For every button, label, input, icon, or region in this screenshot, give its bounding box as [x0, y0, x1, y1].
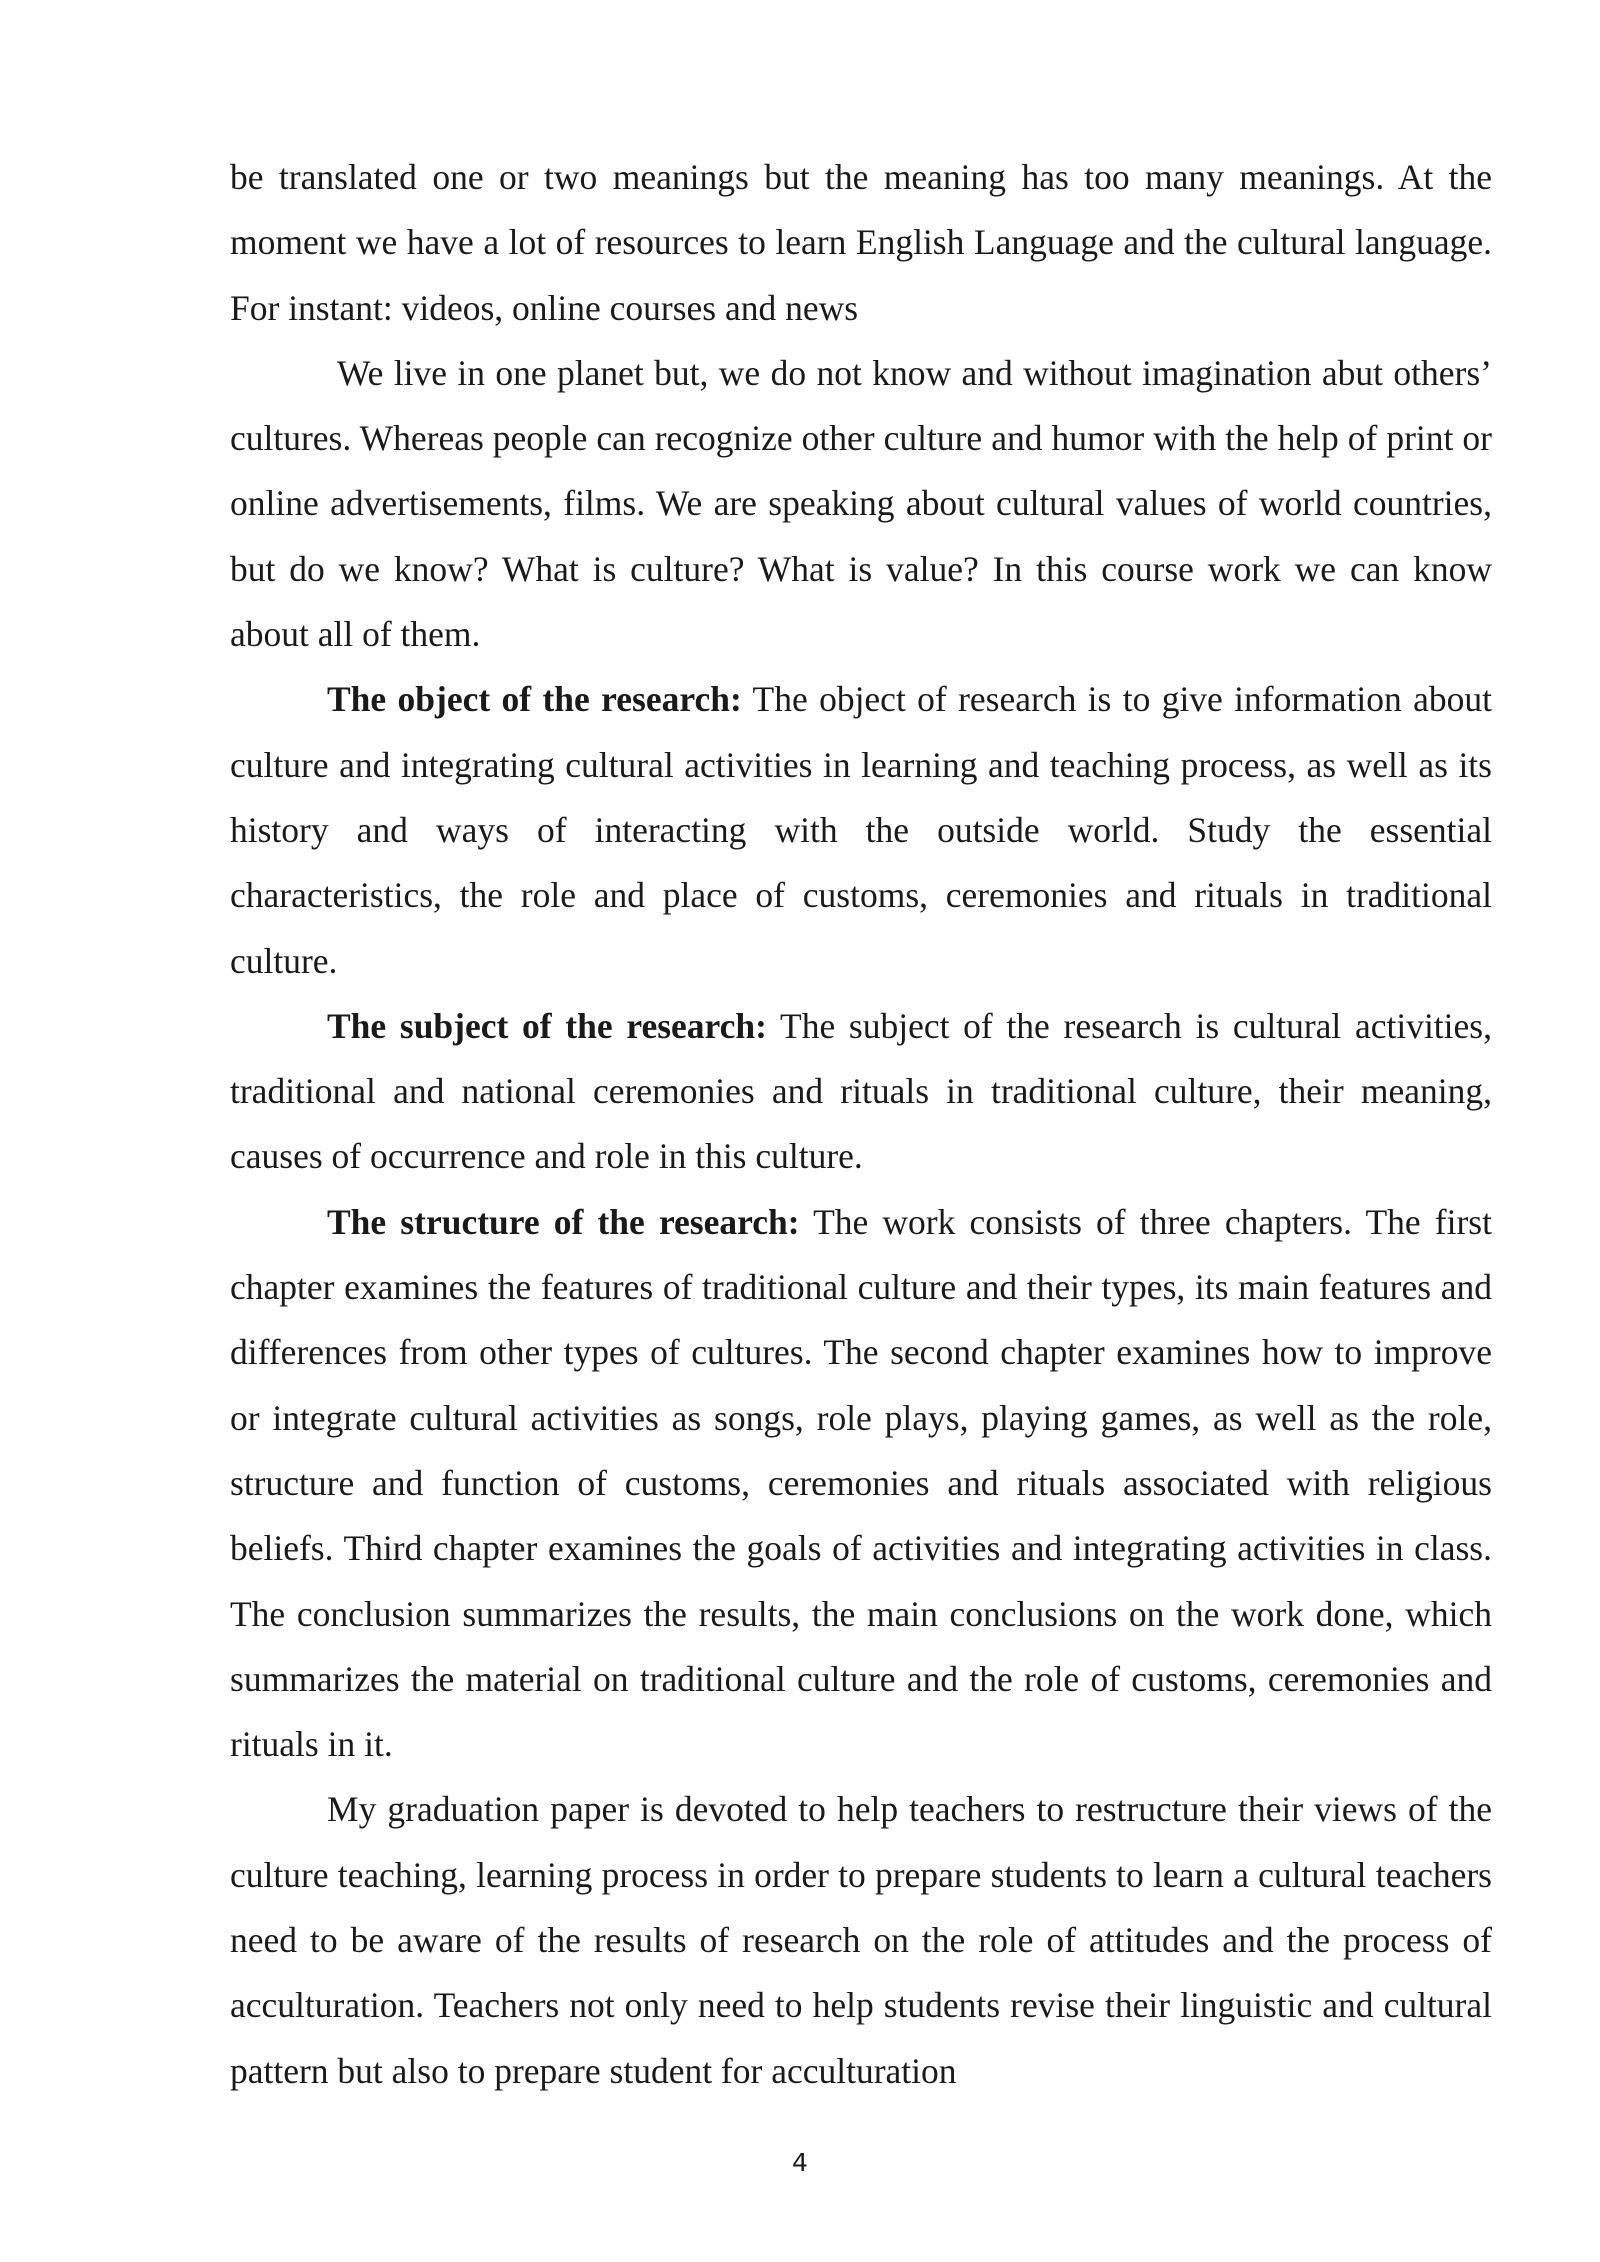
paragraph-cultures: [230, 341, 1492, 667]
paragraph-subject: [230, 994, 1492, 1190]
body-text: [230, 145, 1492, 2104]
page-number: 4: [792, 2148, 808, 2177]
paragraph-heading: The object of the research:: [327, 679, 742, 720]
paragraph-continuation: [230, 145, 1492, 341]
paragraph-heading: The subject of the research:: [327, 1005, 767, 1046]
paragraph-text: be translated one or two meanings but the meaning has too many meanings. At the moment we have a lot of resources to learn English Language and the cultural language. For instant: videos, online courses and news: [230, 157, 1492, 328]
paragraph-structure: [230, 1190, 1492, 1778]
paragraph-graduation-paper: [230, 1777, 1492, 2103]
paragraph-object: [230, 667, 1492, 993]
paragraph-text: The subject of the research is cultural activities, traditional and national ceremonies and rituals in traditional culture, their meaning, causes of occurrence and role in this culture.: [230, 1005, 1492, 1177]
paragraph-heading: The structure of the research:: [327, 1201, 800, 1242]
paragraph-text: The work consists of three chapters. The first chapter examines the features of traditional culture and their types, its main features and differences from other types of cultures. The second chapter examines how to improve or integrate cultural activities as songs, role plays, playing games, as well as the role, structure and function of customs, ceremonies and rituals associated with religious beliefs. Third chapter examines the goals of activities and integrating activities in class. The conclusion summarizes the results, the main conclusions on the work done, which summarizes the material on traditional culture and the role of customs, ceremonies and rituals in it.: [230, 1201, 1492, 1765]
paragraph-text: The object of research is to give information about culture and integrating cultural activities in learning and teaching process, as well as its history and ways of interacting with the outside world. Study the essential characteristics, the role and place of customs, ceremonies and rituals in traditional culture.: [230, 679, 1492, 981]
paragraph-text: We live in one planet but, we do not know and without imagination abut others’ cultures. Whereas people can recognize other culture and humor with the help of print or online advertisements, films. We are speaking about cultural values of world countries, but do we know? What is culture? What is value? In this course work we can know about all of them.: [230, 352, 1492, 655]
paragraph-text: My graduation paper is devoted to help teachers to restructure their views of the culture teaching, learning process in order to prepare students to learn a cultural teachers need to be aware of the results of research on the role of attitudes and the process of acculturation. Teachers not only need to help students revise their linguistic and cultural pattern but also to prepare student for acculturation: [230, 1789, 1492, 2091]
